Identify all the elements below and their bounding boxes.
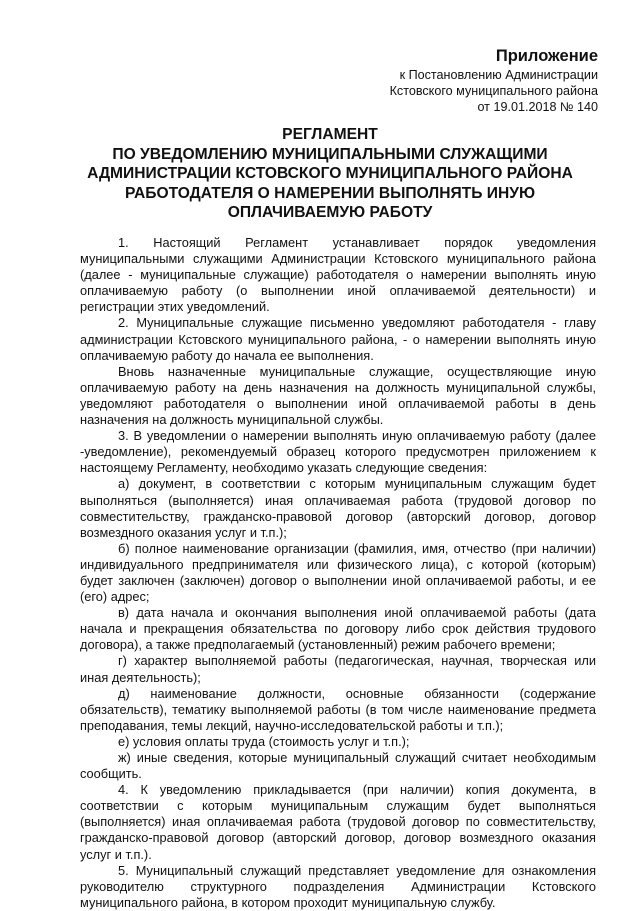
paragraph-3: 3. В уведомлении о намерении выполнять иную оплачиваемую работу (далее -уведомление), рекомендуемый образец которого предусмотрен приложением к настоящему Регламенту, необходимо указать следующие сведения:: [80, 428, 596, 476]
document-body: [80, 235, 596, 911]
paragraph-3-item-v: в) дата начала и окончания выполнения иной оплачиваемой работы (дата начала и прекращения обязательства по договору либо срок действия трудового договора), а также предполагаемый (установленный) режим рабочего времени;: [80, 605, 596, 653]
document-title: [70, 125, 590, 223]
paragraph-1: 1. Настоящий Регламент устанавливает порядок уведомления муниципальными служащими Администрации Кстовского муниципального района (далее - муниципальные служащие) работодателя о намерении выполнять иную оплачиваемую работу (о выполнении иной оплачиваемой деятельности) и регистрации этих уведомлений.: [80, 235, 596, 315]
paragraph-2-new-appointees: Вновь назначенные муниципальные служащие, осуществляющие иную оплачиваемую работу на день назначения на должность муниципальной службы, уведомляют работодателя о выполнении иной оплачиваемой работы в день назначения на должность муниципальной службы.: [80, 363, 596, 428]
paragraph-4: 4. К уведомлению прикладывается (при наличии) копия документа, в соответствии с которым муниципальным служащим будет выполняться (выполняется) иная оплачиваемая работа (трудовой договор по совместительству, гражданско-правовой договор (авторский договор, договор возмездного оказания услуг и т.п.).: [80, 782, 596, 862]
title-line: ПО УВЕДОМЛЕНИЮ МУНИЦИПАЛЬНЫМИ СЛУЖАЩИМИ: [112, 145, 548, 163]
appendix-heading: Приложение: [495, 47, 598, 65]
title-line: РАБОТОДАТЕЛЯ О НАМЕРЕНИИ ВЫПОЛНЯТЬ ИНУЮ: [124, 184, 536, 202]
paragraph-3-item-b: б) полное наименование организации (фамилия, имя, отчество (при наличии) индивидуального предпринимателя или физического лица), с которой (которым) будет заключен (заключен) договор о выполнении иной оплачиваемой работы, и ее (его) адрес;: [80, 540, 596, 605]
appendix-block: [390, 46, 598, 115]
appendix-line-resolution: к Постановлению Администрации: [399, 68, 598, 82]
paragraph-3-item-zh: ж) иные сведения, которые муниципальный служащий считает необходимым сообщить.: [80, 750, 596, 782]
title-line: АДМИНИСТРАЦИИ КСТОВСКОГО МУНИЦИПАЛЬНОГО РАЙОНА: [87, 165, 573, 182]
paragraph-3-item-a: а) документ, в соответствии с которым муниципальным служащим будет выполняться (выполняется) иная оплачиваемая работа (трудовой договор по совместительству, гражданско-правовой договор (авторский договор, договор возмездного оказания услуг и т.п.);: [80, 476, 596, 540]
paragraph-2: 2. Муниципальные служащие письменно уведомляют работодателя - главу администрации Кстовского муниципального района, - о намерении выполнять иную оплачиваемую работу до начала ее выполнения.: [80, 315, 596, 363]
paragraph-3-item-d: д) наименование должности, основные обязанности (содержание обязательств), тематику выполняемой работы (в том числе наименование предмета преподавания, темы лекций, научно-исследовательской работы и т.п.);: [80, 685, 596, 733]
paragraph-3-item-e: е) условия оплаты труда (стоимость услуг и т.п.);: [118, 733, 410, 749]
title-line: РЕГЛАМЕНТ: [282, 126, 378, 143]
paragraph-5: 5. Муниципальный служащий представляет уведомление для ознакомления руководителю структурного подразделения Администрации Кстовского муниципального района, в котором проходит муниципальную службу.: [80, 862, 596, 910]
paragraph-3-item-g: г) характер выполняемой работы (педагогическая, научная, творческая или иная деятельность);: [80, 653, 596, 685]
appendix-line-date: от 19.01.2018 № 140: [477, 100, 598, 114]
title-line: ОПЛАЧИВАЕМУЮ РАБОТУ: [227, 204, 433, 221]
appendix-line-district: Кстовского муниципального района: [389, 84, 598, 98]
